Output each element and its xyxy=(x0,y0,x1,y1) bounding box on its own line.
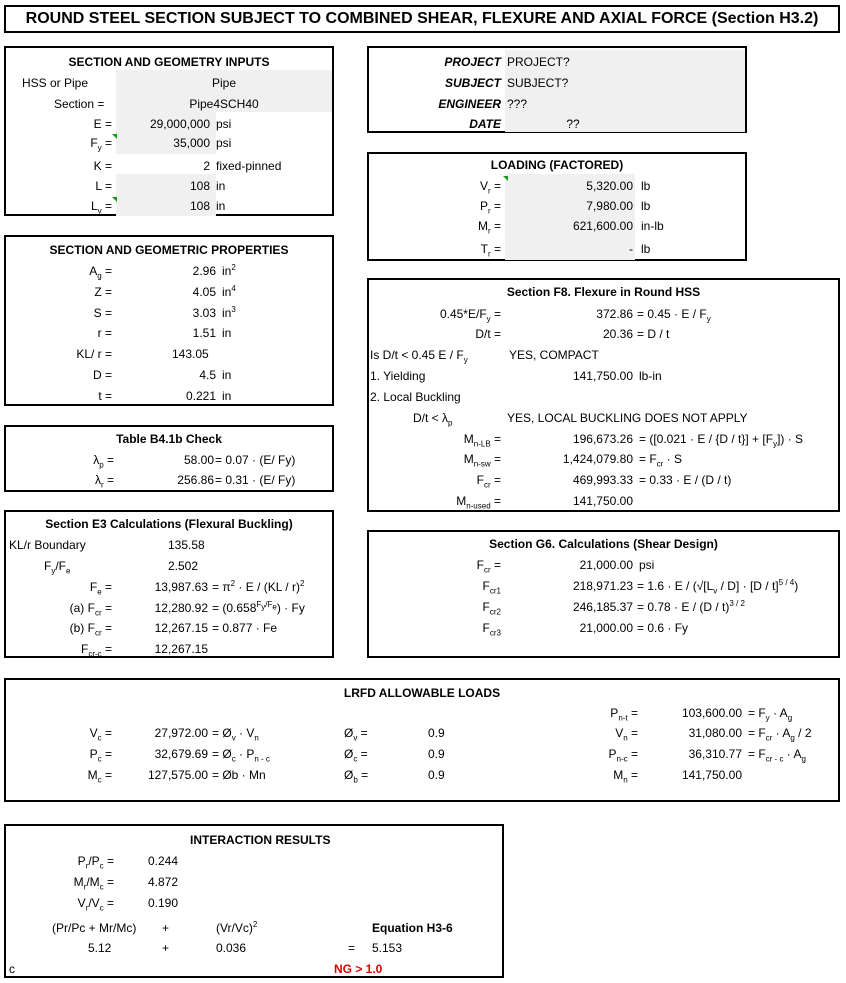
phiv-value: 0.9 xyxy=(428,726,445,740)
mrmc-label: $M_r/M_c$ = xyxy=(73,875,114,892)
tr-value[interactable]: - xyxy=(629,242,633,256)
phib-value: 0.9 xyxy=(428,768,445,782)
inputs-panel xyxy=(4,46,334,216)
s-label: S = xyxy=(93,306,112,320)
z-label: Z = xyxy=(94,285,112,299)
fcr-b-label: (b) $F_{cr}$ = xyxy=(69,621,112,638)
properties-header: SECTION AND GEOMETRIC PROPERTIES xyxy=(49,243,289,257)
pr-unit: lb xyxy=(641,199,651,213)
fcr2-formula: = 0.78 · E / (D / t)$^{3 / 2}$ xyxy=(637,599,745,614)
d-label: D = xyxy=(92,368,112,382)
f8-ratio-label: $0.45*E/F_y$ = xyxy=(439,307,501,324)
vn-formula: = $F_{cr} \cdot A_g / 2$ xyxy=(748,726,812,743)
fe-formula: = $\pi^2 \cdot E / (KL / r)^2$ xyxy=(212,579,305,594)
lv-label: $L_v$ = xyxy=(90,199,112,216)
phic-label: $Ø_c$ = xyxy=(344,747,368,764)
tr-label: $T_r$ = xyxy=(480,242,501,259)
mc-label: $M_c$ = xyxy=(87,768,112,785)
k-label: K = xyxy=(93,159,112,173)
status-badge: NG > 1.0 xyxy=(334,962,383,976)
f8-yield-label: 1. Yielding xyxy=(370,369,426,383)
r-value: 1.51 xyxy=(192,326,216,340)
klr-label: KL/ r = xyxy=(76,347,112,361)
val1: 5.12 xyxy=(88,941,112,955)
l-value[interactable]: 108 xyxy=(189,179,210,193)
fy-value[interactable]: 35,000 xyxy=(173,136,210,150)
vc-formula: = $Ø_v \cdot V_n$ xyxy=(212,726,259,743)
mnsw-formula: = $F_{cr} \cdot S$ xyxy=(639,452,683,469)
l-label: L = xyxy=(95,179,112,193)
equals-sign: = xyxy=(348,941,356,955)
mc-formula: = Øb · Mn xyxy=(212,768,266,782)
d-value: 4.5 xyxy=(199,368,216,382)
section-label: Section = xyxy=(54,97,105,111)
lrfd-panel xyxy=(4,678,840,802)
f8-fcr-value: 469,993.33 xyxy=(572,473,633,487)
fcr1-label: $F_{cr1}$ xyxy=(482,579,501,596)
klr-boundary-value: 135.58 xyxy=(168,538,205,552)
g6-panel xyxy=(367,530,840,658)
f8-ratio-formula: = $0.45 \cdot E / F_y$ xyxy=(637,307,711,324)
fcr3-formula: = 0.6 · Fy xyxy=(637,621,689,635)
vc-label: $V_c$ = xyxy=(89,726,112,743)
k-value[interactable]: 2 xyxy=(203,159,210,173)
e3-header: Section E3 Calculations (Flexural Buckling) xyxy=(45,517,293,531)
pr-value[interactable]: 7,980.00 xyxy=(586,199,633,213)
t-value: 0.221 xyxy=(185,389,216,403)
prpc-value: 0.244 xyxy=(148,854,179,868)
mr-label: $M_r$ = xyxy=(477,219,501,236)
f8-lb-answer: YES, LOCAL BUCKLING DOES NOT APPLY xyxy=(507,411,748,425)
k-unit: fixed-pinned xyxy=(216,159,282,173)
properties-panel xyxy=(4,235,334,406)
vr-value[interactable]: 5,320.00 xyxy=(586,179,633,193)
vr-unit: lb xyxy=(641,179,651,193)
interaction-header: INTERACTION RESULTS xyxy=(190,833,331,847)
b41-header: Table B4.1b Check xyxy=(116,432,222,446)
project-value[interactable]: PROJECT? xyxy=(507,55,570,69)
pnc-value: 36,310.77 xyxy=(688,747,742,761)
section-value[interactable]: Pipe4SCH40 xyxy=(189,97,259,111)
date-value[interactable]: ?? xyxy=(566,117,580,131)
fcr2-value: 246,185.37 xyxy=(572,600,633,614)
e3-panel xyxy=(4,510,334,658)
lambda-r-formula: = 0.31 · (E/ Fy) xyxy=(215,473,296,487)
pc-value: 32,679.69 xyxy=(154,747,208,761)
fcr-a-label: (a) $F_{cr}$ = xyxy=(69,601,112,618)
f8-dt-label: D/t = xyxy=(475,327,501,341)
fcr-b-formula: = 0.877 · Fe xyxy=(212,621,278,635)
g6-fcr-value: 21,000.00 xyxy=(579,558,633,572)
page-title: ROUND STEEL SECTION SUBJECT TO COMBINED SHEAR, FLEXURE AND AXIAL FORCE (Section H3.2) xyxy=(25,10,819,27)
b41-panel xyxy=(4,425,334,492)
mnused-value: 141,750.00 xyxy=(572,494,633,508)
pnc-formula: = $F_{cr - c} \cdot A_g$ xyxy=(748,747,806,764)
expr2: $(Vr/Vc)^2$ xyxy=(216,920,258,935)
tr-unit: lb xyxy=(641,242,651,256)
project-label: PROJECT xyxy=(444,55,501,69)
mr-value[interactable]: 621,600.00 xyxy=(572,219,633,233)
ag-label: $A_g$ = xyxy=(89,264,112,281)
fe-value: 13,987.63 xyxy=(154,580,208,594)
subject-value[interactable]: SUBJECT? xyxy=(507,76,569,90)
project-panel xyxy=(367,46,747,133)
fcr-b-value: 12,267.15 xyxy=(154,621,208,635)
z-value: 4.05 xyxy=(192,285,216,299)
f8-lb-label: 2. Local Buckling xyxy=(370,390,461,404)
f8-ratio-value: 372.86 xyxy=(596,307,633,321)
lv-value[interactable]: 108 xyxy=(189,199,210,213)
f8-compact-answer: YES, COMPACT xyxy=(509,348,599,362)
f8-compact-question: Is D/t < 0.45 E / $F_y$ xyxy=(370,348,468,365)
lambda-p-formula: = 0.07 · (E/ Fy) xyxy=(215,453,296,467)
t-unit: in xyxy=(222,389,232,403)
hss-label: HSS or Pipe xyxy=(22,76,89,90)
vr-label: $V_r$ = xyxy=(479,179,501,196)
e-value[interactable]: 29,000,000 xyxy=(149,117,210,131)
f8-lb-question: $D/t < \lambda_p$ xyxy=(413,411,453,428)
fcr1-value: 218,971.23 xyxy=(572,579,633,593)
interaction-panel xyxy=(4,824,504,978)
engineer-label: ENGINEER xyxy=(438,97,501,111)
phiv-label: $Ø_v$ = xyxy=(344,726,368,743)
pnt-value: 103,600.00 xyxy=(681,706,742,720)
klr-value: 143.05 xyxy=(172,347,209,361)
prpc-label: $P_r/P_c$ = xyxy=(77,854,114,871)
s-value: 3.03 xyxy=(192,306,216,320)
f8-dt-formula: = D / t xyxy=(637,327,670,341)
ag-value: 2.96 xyxy=(192,264,216,278)
plus-1: + xyxy=(162,921,170,935)
mnlb-label: $M_{n-LB}$ = xyxy=(463,432,501,449)
fcr1-formula: = $1.6 \cdot E / (√[L_v / D] \cdot [D / t]^{5 / 4})$ xyxy=(637,578,799,596)
ag-unit: $in^2$ xyxy=(222,263,236,278)
f8-panel xyxy=(367,278,840,512)
mnsw-value: 1,424,079.80 xyxy=(562,452,633,466)
plus-2: + xyxy=(162,941,170,955)
mnused-label: $M_{n-used}$ = xyxy=(456,494,501,511)
fy-label: $F_y$ = xyxy=(90,136,112,153)
vrvc-value: 0.190 xyxy=(148,896,179,910)
result-value: 5.153 xyxy=(372,941,403,955)
mn-value: 141,750.00 xyxy=(681,768,742,782)
fcrc-value: 12,267.15 xyxy=(154,642,208,656)
f8-fcr-label: $F_{cr}$ = xyxy=(476,473,501,490)
g6-fcr-unit: psi xyxy=(639,558,655,572)
mr-unit: in-lb xyxy=(641,219,664,233)
lambda-r-value: 256.86 xyxy=(177,473,214,487)
lv-unit: in xyxy=(216,199,226,213)
f8-dt-value: 20.36 xyxy=(602,327,633,341)
loading-panel xyxy=(367,152,747,261)
fcr-a-value: 12,280.92 xyxy=(154,601,208,615)
phib-label: $Ø_b$ = xyxy=(344,768,369,785)
mn-label: $M_n$ = xyxy=(613,768,638,785)
mrmc-value: 4.872 xyxy=(148,875,179,889)
hss-value[interactable]: Pipe xyxy=(211,76,237,90)
vn-label: $V_n$ = xyxy=(615,726,638,743)
subject-label: SUBJECT xyxy=(444,76,501,90)
r-label: r = xyxy=(97,326,112,340)
mnsw-label: $M_{n-sw}$ = xyxy=(463,452,501,469)
t-label: t = xyxy=(98,389,112,403)
g6-fcr-label: $F_{cr}$ = xyxy=(476,558,501,575)
vrvc-label: $V_r/V_c$ = xyxy=(77,896,114,913)
d-unit: in xyxy=(222,368,232,382)
f8-header: Section F8. Flexure in Round HSS xyxy=(506,285,701,299)
fy-unit: psi xyxy=(216,136,232,150)
footer-note: c xyxy=(9,962,15,976)
phic-value: 0.9 xyxy=(428,747,445,761)
fcrc-label: $F_{cr-c}$ = xyxy=(80,642,112,659)
pnc-label: $P_{n-c}$ = xyxy=(608,747,638,764)
fcr-a-formula: = $(0.658^{F_y/F_e}) \cdot Fy$ xyxy=(212,600,305,615)
r-unit: in xyxy=(222,326,232,340)
vn-value: 31,080.00 xyxy=(688,726,742,740)
engineer-value[interactable]: ??? xyxy=(507,97,528,111)
f8-yield-value: 141,750.00 xyxy=(572,369,633,383)
f8-yield-unit: lb-in xyxy=(639,369,662,383)
mc-value: 127,575.00 xyxy=(147,768,208,782)
equation-label: Equation H3-6 xyxy=(372,921,453,935)
klr-boundary-label: KL/r Boundary xyxy=(9,538,86,552)
fcr3-label: $F_{cr3}$ xyxy=(482,621,501,638)
lrfd-header: LRFD ALLOWABLE LOADS xyxy=(343,686,501,700)
fyfe-value: 2.502 xyxy=(168,559,199,573)
pc-label: $P_c$ = xyxy=(89,747,112,764)
fcr3-value: 21,000.00 xyxy=(579,621,633,635)
fe-label: $F_e$ = xyxy=(89,580,112,597)
fcr2-label: $F_{cr2}$ xyxy=(482,600,501,617)
val2: 0.036 xyxy=(216,941,247,955)
pc-formula: = $Ø_c \cdot P_{n - c}$ xyxy=(212,747,270,764)
fyfe-label: $F_y/F_e$ xyxy=(44,559,71,576)
e-unit: psi xyxy=(216,117,232,131)
pnt-formula: = $F_y \cdot A_g$ xyxy=(748,706,793,723)
pr-label: $P_r$ = xyxy=(479,199,501,216)
expr1: (Pr/Pc + Mr/Mc) xyxy=(52,921,137,935)
mnlb-value: 196,673.26 xyxy=(572,432,633,446)
loading-header: LOADING (FACTORED) xyxy=(490,158,624,172)
pnt-label: $P_{n-t}$ = xyxy=(610,706,638,723)
inputs-header: SECTION AND GEOMETRY INPUTS xyxy=(68,55,270,69)
z-unit: $in^4$ xyxy=(222,284,236,299)
e-label: E = xyxy=(93,117,112,131)
vc-value: 27,972.00 xyxy=(154,726,208,740)
g6-header: Section G6. Calculations (Shear Design) xyxy=(489,537,718,551)
date-label: DATE xyxy=(469,117,501,131)
mnlb-formula: = $([0.021 \cdot E / \{D / t\}] + [F_y]) \cdot S$ xyxy=(639,432,804,449)
lambda-r-label: $\lambda_r$ = xyxy=(94,473,114,490)
s-unit: $in^3$ xyxy=(222,305,236,320)
f8-fcr-formula: = 0.33 · E / (D / t) xyxy=(639,473,732,487)
lambda-p-value: 58.00 xyxy=(183,453,214,467)
lambda-p-label: $\lambda_p$ = xyxy=(93,453,114,470)
l-unit: in xyxy=(216,179,226,193)
title-box xyxy=(4,5,840,33)
